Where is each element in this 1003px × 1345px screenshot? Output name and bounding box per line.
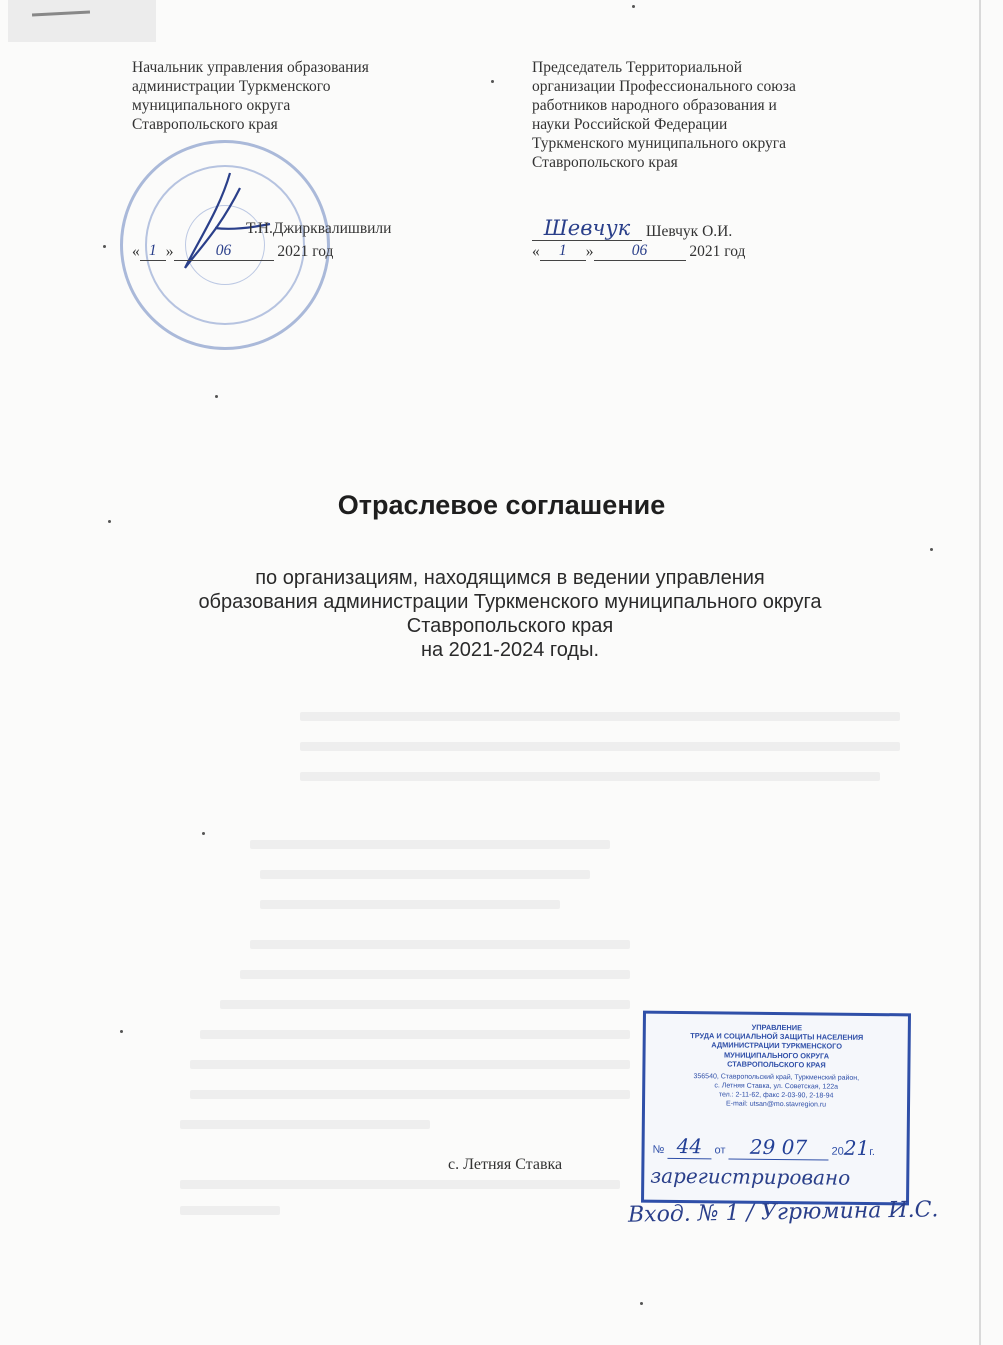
right-date-open-quote: « — [532, 243, 540, 260]
stamp-address-line: с. Летняя Ставка, ул. Советская, 122а — [714, 1082, 839, 1091]
show-through-text — [250, 840, 610, 849]
show-through-text — [200, 1030, 630, 1039]
scan-corner-mark — [8, 0, 156, 42]
registration-stamp — [641, 1011, 911, 1206]
right-approval-line: организации Профессионального союза — [532, 78, 796, 95]
subtitle-line: на 2021-2024 годы. — [420, 639, 600, 661]
stamp-address — [645, 1072, 907, 1111]
right-signature: Шевчук — [532, 216, 642, 241]
show-through-text — [180, 1180, 620, 1189]
left-approval-block — [132, 58, 462, 134]
stamp-year-suffix: 21 — [843, 1135, 870, 1160]
left-approval-line: Начальник управления образования — [132, 59, 369, 76]
scan-speck — [120, 1030, 123, 1033]
scan-speck — [202, 832, 205, 835]
right-approval-line: Ставропольского края — [532, 154, 678, 171]
stamp-org-line: ТРУДА И СОЦИАЛЬНОЙ ЗАЩИТЫ НАСЕЛЕНИЯ — [690, 1031, 864, 1043]
show-through-text — [300, 772, 880, 781]
left-date-day: 1 — [140, 242, 166, 261]
left-signer-name: Т.Н.Джирквалишвили — [246, 220, 392, 237]
document-title: Отраслевое соглашение — [337, 490, 666, 520]
show-through-text — [190, 1090, 630, 1099]
show-through-text — [180, 1206, 280, 1215]
scan-speck — [103, 245, 106, 248]
scan-speck — [108, 520, 111, 523]
stamp-number: 44 — [667, 1134, 711, 1159]
left-date-close-quote: » — [165, 243, 174, 260]
scan-speck — [215, 395, 218, 398]
stamp-number-label: № — [652, 1143, 665, 1156]
show-through-text — [220, 1000, 630, 1009]
right-approval-line: науки Российской Федерации — [532, 116, 728, 133]
subtitle-line: Ставропольского края — [406, 615, 614, 637]
stamp-address-line: E-mail: utsan@mo.stavregion.ru — [725, 1100, 827, 1109]
right-date-month: 06 — [594, 242, 686, 261]
scan-speck — [491, 80, 494, 83]
subtitle-line: образования администрации Туркменского муниципального округа — [198, 591, 822, 613]
left-approval-line: муниципального округа — [132, 97, 291, 114]
show-through-text — [240, 970, 630, 979]
stamp-year-prefix: 20 — [831, 1145, 844, 1158]
right-date-row — [532, 242, 745, 261]
right-date-day: 1 — [540, 242, 586, 261]
show-through-text — [300, 712, 900, 721]
incoming-handwritten-note: Вход. № 1 / Угрюмина И.С. — [627, 1197, 939, 1228]
page-edge — [979, 0, 981, 1345]
show-through-text — [260, 870, 590, 879]
left-date-row — [132, 242, 333, 261]
left-signer-row — [246, 220, 391, 238]
scan-speck — [632, 5, 635, 8]
show-through-text — [300, 742, 900, 751]
document-place: с. Летняя Ставка — [448, 1156, 563, 1173]
show-through-text — [250, 940, 630, 949]
stamp-year-end: г. — [869, 1145, 876, 1159]
stamp-org-line: СТАВРОПОЛЬСКОГО КРАЯ — [727, 1059, 826, 1070]
right-signer-row — [532, 216, 732, 241]
right-date-close-quote: » — [585, 243, 594, 260]
right-signer-name: Шевчук О.И. — [645, 223, 733, 240]
stamp-address-line: 356540, Ставропольский край, Туркменский район, — [693, 1073, 860, 1082]
subtitle-line: по организациям, находящимся в ведении управления — [255, 567, 765, 589]
show-through-text — [180, 1120, 430, 1129]
right-approval-line: Туркменского муниципального округа — [532, 135, 786, 152]
stamp-date: 29 07 — [728, 1135, 828, 1161]
scan-speck — [930, 548, 933, 551]
right-approval-line: Председатель Территориальной — [532, 59, 743, 76]
stamp-org-line: АДМИНИСТРАЦИИ ТУРКМЕНСКОГО — [711, 1040, 843, 1052]
stamp-org-line: УПРАВЛЕНИЕ — [751, 1022, 803, 1033]
left-date-open-quote: « — [132, 243, 140, 260]
stamp-from-label: от — [714, 1144, 726, 1157]
left-date-month: 06 — [174, 242, 274, 261]
show-through-text — [260, 900, 560, 909]
left-approval-line: администрации Туркменского — [132, 78, 331, 95]
stamp-address-line: тел.: 2-11-62, факс 2-03-90, 2-18-94 — [718, 1091, 834, 1100]
right-approval-block — [532, 58, 912, 172]
show-through-text — [190, 1060, 630, 1069]
stamp-org-line: МУНИЦИПАЛЬНОГО ОКРУГА — [723, 1050, 830, 1061]
left-approval-line: Ставропольского края — [132, 116, 278, 133]
scan-speck — [640, 1302, 643, 1305]
right-date-year: 2021 год — [689, 243, 746, 260]
left-date-year: 2021 год — [277, 243, 334, 260]
document-subtitle — [60, 566, 960, 662]
stamp-handwritten-reg: зарегистрировано — [650, 1163, 851, 1190]
stamp-registration-line — [652, 1134, 875, 1161]
stamp-organization — [645, 1022, 907, 1071]
right-approval-line: работников народного образования и — [532, 97, 777, 114]
